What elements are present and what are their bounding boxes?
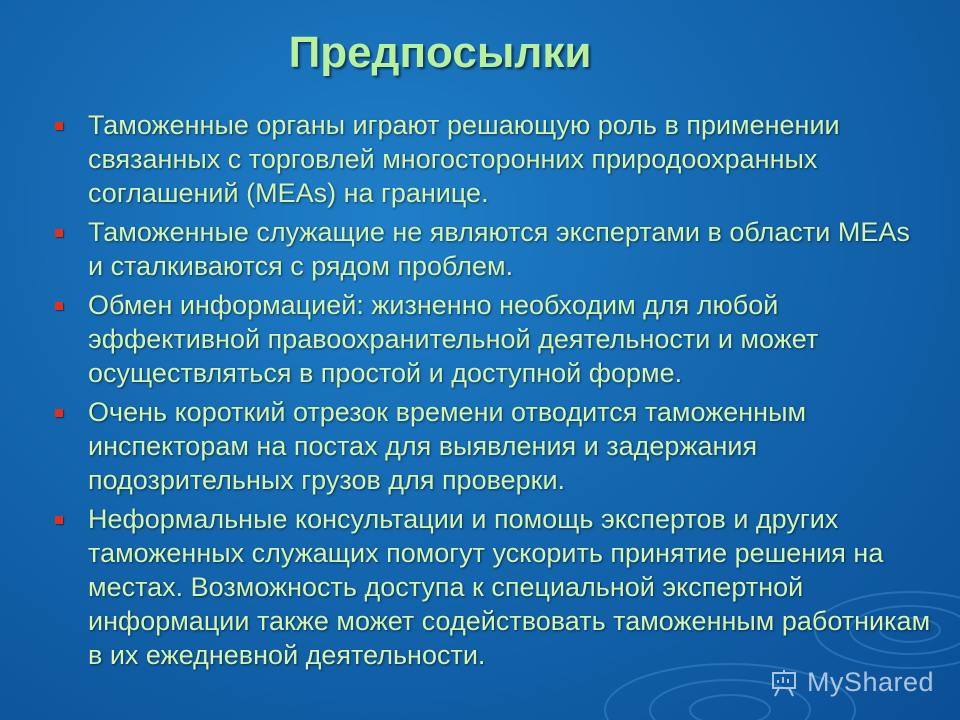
bullet-square-icon	[55, 409, 63, 417]
bullet-text: Неформальные консультации и помощь экспертов и других таможенных служащих помогут ускорить принятие решения на местах. Возможность доступа к специальной экспертной информации также может содействовать таможенным работникам в их ежедневной деятельности.	[88, 504, 931, 670]
bullet-item	[52, 288, 932, 390]
bullet-square-icon	[55, 516, 63, 524]
bullet-square-icon	[55, 122, 63, 130]
bullet-text: Таможенные служащие не являются экспертами в области MEAs и сталкиваются с рядом проблем.	[88, 217, 910, 281]
bullet-text: Таможенные органы играют решающую роль в применении связанных с торговлей многосторонних природоохранных соглашений (MEAs) на границе.	[88, 110, 840, 208]
bullet-square-icon	[55, 302, 63, 310]
bullet-item	[52, 502, 932, 672]
bullet-text: Обмен информацией: жизненно необходим для любой эффективной правоохранительной деятельности и может осуществляться в простой и доступной форме.	[88, 290, 819, 388]
watermark	[769, 667, 934, 698]
presentation-board-icon	[769, 668, 799, 698]
bullet-square-icon	[55, 229, 63, 237]
bullet-item	[52, 215, 932, 283]
watermark-text: MyShared	[806, 667, 934, 697]
bullet-list	[52, 108, 932, 677]
bullet-item	[52, 108, 932, 210]
bullet-text: Очень короткий отрезок времени отводится таможенным инспекторам на постах для выявления и задержания подозрительных грузов для проверки.	[88, 397, 807, 495]
slide-title: Предпосылки	[288, 28, 592, 77]
bullet-item	[52, 395, 932, 497]
